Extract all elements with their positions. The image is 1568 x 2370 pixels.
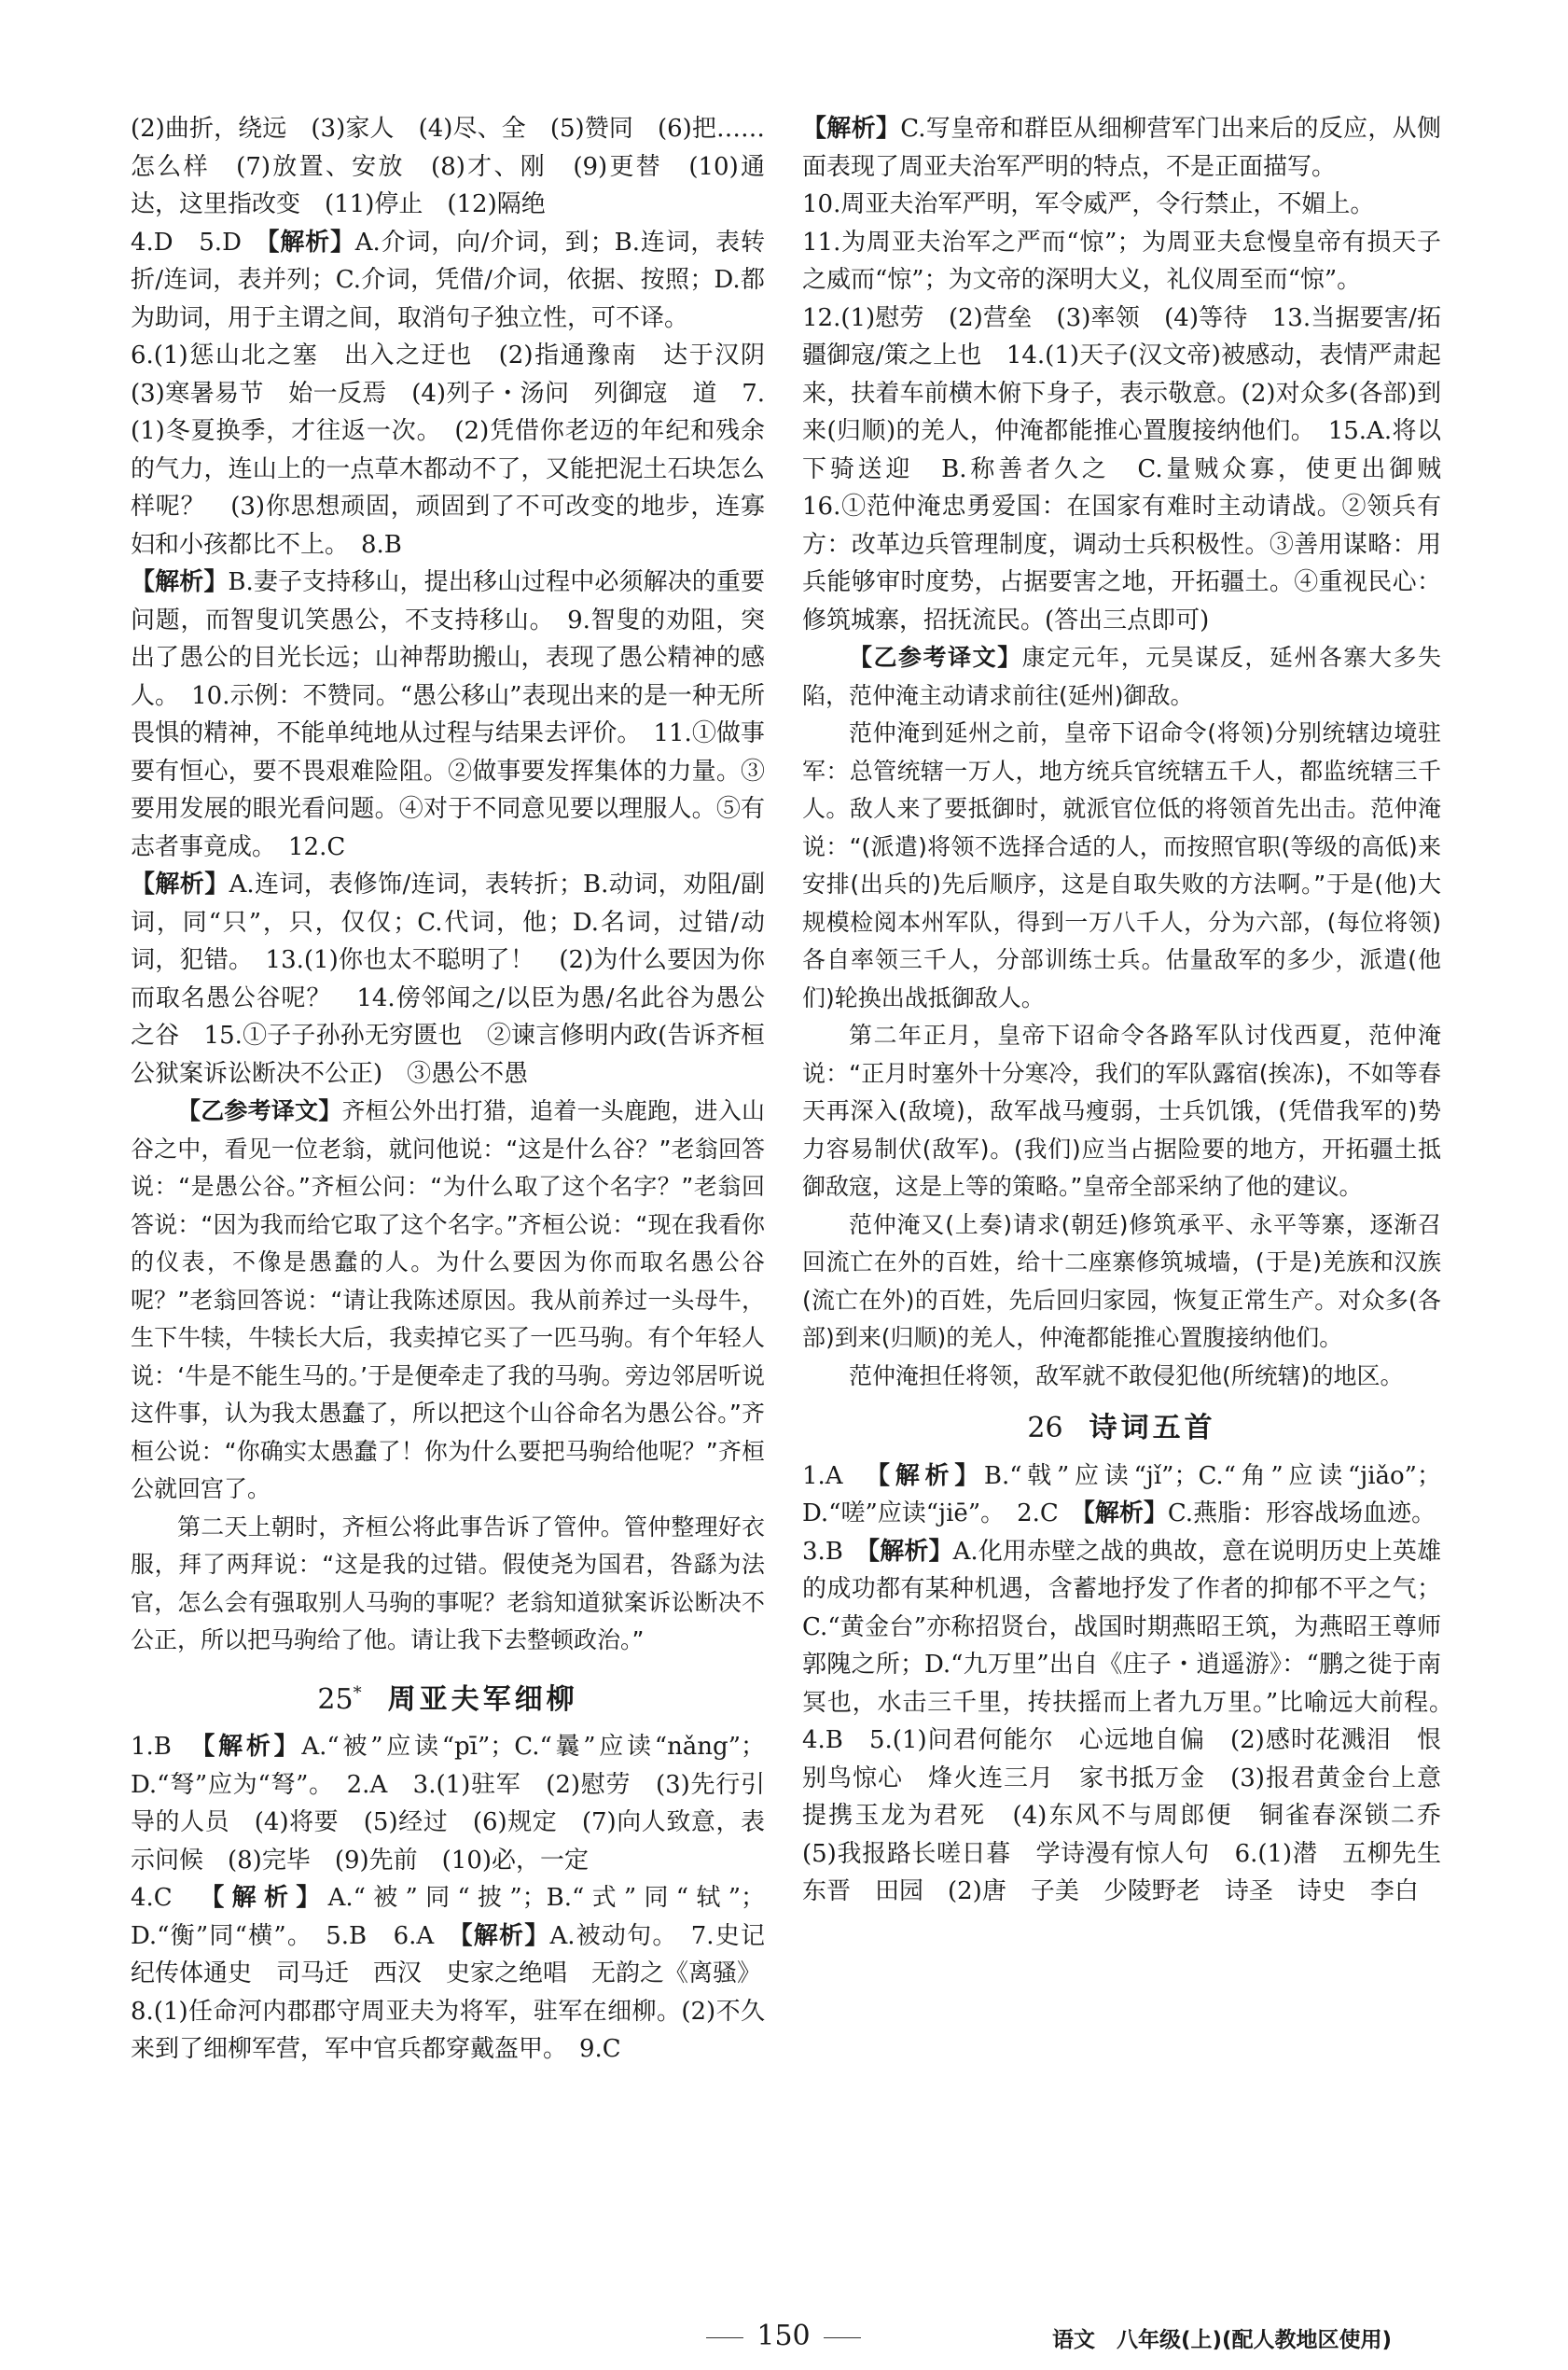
answer-paragraph: 11.为周亚夫治军之严而“惊”；为周亚夫怠慢皇帝有损天子之威而“惊”；为文帝的深明大义，礼仪周至而“惊”。 [802, 228, 1441, 294]
dash-left [706, 2337, 743, 2338]
translation-paragraph: 范仲淹担任将领，敌军就不敢侵犯他(所统辖)的地区。 [849, 1361, 1404, 1389]
bracket-label: 【解析】 [867, 1537, 953, 1566]
answer-paragraph: 4.D 5.D 【解析】A.介词，向/介词，到；B.连词，表转折/连词，表并列；C.介词，凭借/介词，依据、按照；D.都为助词，用于主谓之间，取消句子独立性，可不译。 [131, 228, 765, 332]
answer-paragraph: 10.周亚夫治军严明，军令威严，令行禁止，不媚上。 [802, 190, 1375, 218]
section-heading-26 [802, 1410, 1441, 1448]
section-number: 26 [1027, 1412, 1063, 1444]
bracket-label: 【解析】 [878, 1461, 984, 1490]
translation-paragraph: 第二天上朝时，齐桓公将此事告诉了管仲。管仲整理好衣服，拜了两拜说：“这是我的过错。假使尧为国君，咎繇为法官，怎么会有强取别人马驹的事呢？老翁知道狱案诉讼断决不公正，所以把马驹给了他。请让我下去整顿政治。” [131, 1513, 765, 1653]
answer-paragraph: 1.B 【解析】A.“被”应读“pī”；C.“曩”应读“nǎng”；D.“弩”应为“弩”。 2.A 3.(1)驻军 (2)慰劳 (3)先行引导的人员 (4)将要 (5)经过 (6)规定 (7)向人致意，表示问候 (8)完毕 (9)先前 (10)必，一定 [131, 1733, 765, 1875]
answer-paragraph: 8.(1)任命河内郡郡守周亚夫为将军，驻军在细柳。(2)不久来到了细柳军营，军中官兵都穿戴盔甲。 9.C [131, 1997, 765, 2063]
answer-paragraph: 【解析】A.连词，表修饰/连词，表转折；B.动词，劝阻/副词，同“只”，只，仅仅；C.代词，他；D.名词，过错/动词，犯错。 13.(1)你也太不聪明了！ (2)为什么要因为你而取名愚公谷呢？ 14.傍邻闻之/以臣为愚/名此谷为愚公之谷 15.①子子孙孙无穷匮也 ②谏言修明内政(告诉齐桓公狱案诉讼断决不公正) ③愚公不愚 [131, 871, 765, 1088]
bracket-label: 【解析】 [131, 568, 229, 596]
answer-paragraph: 3.B 【解析】A.化用赤壁之战的典故，意在说明历史上英雄的成功都有某种机遇，含蓄地抒发了作者的抑郁不平之气；C.“黄金台”亦称招贤台，战国时期燕昭王筑，为燕昭王尊师郭隗之所；D.“九万里”出自《庄子・逍遥游》：“鹏之徙于南冥也，水击三千里，抟扶摇而上者九万里。”比喻远大前程。 4.B 5.(1)问君何能尔 心远地自偏 (2)感时花溅泪 恨别鸟惊心 烽火连三月 家书抵万金 (3)报君黄金台上意 提携玉龙为君死 (4)东风不与周郎便 铜雀春深锁二乔 (5)我报路长嗟日暮 学诗漫有惊人句 6.(1)潜 五柳先生 东晋 田园 (2)唐 子美 少陵野老 诗圣 诗史 李白 [802, 1537, 1466, 1905]
answer-paragraph: 6.(1)惩山北之塞 出入之迂也 (2)指通豫南 达于汉阴 (3)寒暑易节 始一反焉 (4)列子・汤问 列御寇 道 7.(1)冬夏换季，才往返一次。 (2)凭借你老迈的年纪和残余的气力，连山上的一点草木都动不了，又能把泥土石块怎么样呢？ (3)你思想顽固，顽固到了不可改变的地步，连寡妇和小孩都比不上。 8.B [131, 342, 790, 559]
dash-right [824, 2337, 861, 2338]
answer-paragraph: 【解析】C.写皇帝和群臣从细柳营军门出来后的反应，从侧面表现了周亚夫治军严明的特点，不是正面描写。 [802, 115, 1441, 181]
bracket-label: 【解析】 [212, 1884, 328, 1912]
answer-paragraph: 4.C 【解析】A.“被”同“披”；B.“式”同“轼”；D.“衡”同“横”。 5.B 6.A 【解析】A.被动句。 7.史记 纪传体通史 司马迁 西汉 史家之绝唱 无韵之《离骚》 [131, 1884, 789, 1987]
right-column [802, 110, 1466, 1911]
bracket-label: 【解析】 [460, 1921, 550, 1950]
translation-paragraph: 【乙参考译文】康定元年，元昊谋反，延州各寨大多失陷，范仲淹主动请求前往(延州)御敌。 [802, 644, 1441, 709]
bracket-label: 【解析】 [267, 228, 355, 257]
bracket-label: 【乙参考译文】 [849, 644, 1022, 671]
section-title: 诗词五首 [1089, 1412, 1216, 1444]
translation-paragraph: 【乙参考译文】齐桓公外出打猎，追着一头鹿跑，进入山谷之中，看见一位老翁，就问他说：“这是什么谷？”老翁回答说：“是愚公谷。”齐桓公问：“为什么取了这个名字？”老翁回答说：“因为我而给它取了这个名字。”齐桓公说：“现在我看你的仪表，不像是愚蠢的人。为什么要因为你而取名愚公谷呢？”老翁回答说：“请让我陈述原因。我从前养过一头母牛，生下牛犊，牛犊长大后，我卖掉它买了一匹马驹。有个年轻人说：‘牛是不能生马的。’于是便牵走了我的马驹。旁边邻居听说这件事，认为我太愚蠢了，所以把这个山谷命名为愚公谷。”齐桓公说：“你确实太愚蠢了！你为什么要把马驹给他呢？”齐桓公就回宫了。 [131, 1097, 765, 1502]
bracket-label: 【乙参考译文】 [177, 1097, 342, 1124]
section-heading-25 [131, 1675, 765, 1720]
translation-paragraph: 第二年正月，皇帝下诏命令各路军队讨伐西夏，范仲淹说：“正月时塞外十分寒冷，我们的军队露宿(挨冻)，不如等春天再深入(敌境)，敌军战马瘦弱，士兵饥饿，(凭借我军的)势力容易制伏(敌军)。(我们)应当占据险要的地方，开拓疆土抵御敌寇，这是上等的策略。”皇帝全部采纳了他的建议。 [802, 1022, 1441, 1200]
bracket-label: 【解析】 [202, 1733, 302, 1761]
bracket-label: 【解析】 [131, 871, 229, 899]
left-column [131, 110, 790, 2069]
book-info: 语文 八年级(上)(配人教地区使用) [1052, 2328, 1393, 2352]
page-number: 150 [653, 2318, 914, 2356]
translation-paragraph: 范仲淹又(上奏)请求(朝廷)修筑承平、永平等寨，逐渐召回流亡在外的百姓，给十二座寨修筑城墙，(于是)羌族和汉族(流亡在外)的百姓，先后回归家园，恢复正常生产。对众多(各部)到来(归顺)的羌人，仲淹都能推心置腹接纳他们。 [802, 1210, 1441, 1351]
answer-paragraph: 【解析】B.妻子支持移山，提出移山过程中必须解决的重要问题，而智叟讥笑愚公，不支持移山。 9.智叟的劝阻，突出了愚公的目光长远；山神帮助搬山，表现了愚公精神的感人。 10.示例：不赞同。“愚公移山”表现出来的是一种无所畏惧的精神，不能单纯地从过程与结果去评价。 11.①做事要有恒心，要不畏艰难险阻。②做事要发挥集体的力量。③要用发展的眼光看问题。④对于不同意见要以理服人。⑤有志者事竟成。 12.C [131, 568, 765, 861]
answer-paragraph: 1.A 【解析】B.“戟”应读“jǐ”；C.“角”应读“jiǎo”；D.“嗟”应读“jiē”。 2.C 【解析】C.燕脂：形容战场血迹。 [802, 1461, 1441, 1527]
answer-paragraph: (2)曲折，绕远 (3)家人 (4)尽、全 (5)赞同 (6)把……怎么样 (7)放置、安放 (8)才、刚 (9)更替 (10)通达，这里指改变 (11)停止 (12)隔绝 [131, 115, 765, 218]
section-title: 周亚夫军细柳 [387, 1682, 578, 1716]
translation-paragraph: 范仲淹到延州之前，皇帝下诏命令(将领)分别统辖边境驻军：总管统辖一万人，地方统兵官统辖五千人，都监统辖三千人。敌人来了要抵御时，就派官位低的将领首先出击。范仲淹说：“(派遣)将领不选择合适的人，而按照官职(等级的高低)来安排(出兵的)先后顺序，这是自取失败的方法啊。”于是(他)大规模检阅本州军队，得到一万八千人，分为六部，(每位将领)各自率领三千人，分部训练士兵。估量敌军的多少，派遣(他们)轮换出战抵御敌人。 [802, 719, 1441, 1011]
answer-paragraph: 12.(1)慰劳 (2)营垒 (3)率领 (4)等待 13.当据要害/拓疆御寇/策之上也 14.(1)天子(汉文帝)被感动，表情严肃起来，扶着车前横木俯下身子，表示敬意。(2)对众多(各部)到来(归顺)的羌人，仲淹都能推心置腹接纳他们。 15.A.将以下骑送迎 B.称善者久之 C.量贼众寡，使更出御贼 16.①范仲淹忠勇爱国：在国家有难时主动请战。②领兵有方：改革边兵管理制度，调动士兵积极性。③善用谋略：用兵能够审时度势，占据要害之地，开拓疆土。④重视民心：修筑城寨，招抚流民。(答出三点即可) [802, 303, 1466, 634]
section-number: 25* [317, 1682, 362, 1716]
bracket-label: 【解析】 [802, 115, 901, 143]
bracket-label: 【解析】 [1082, 1499, 1168, 1527]
